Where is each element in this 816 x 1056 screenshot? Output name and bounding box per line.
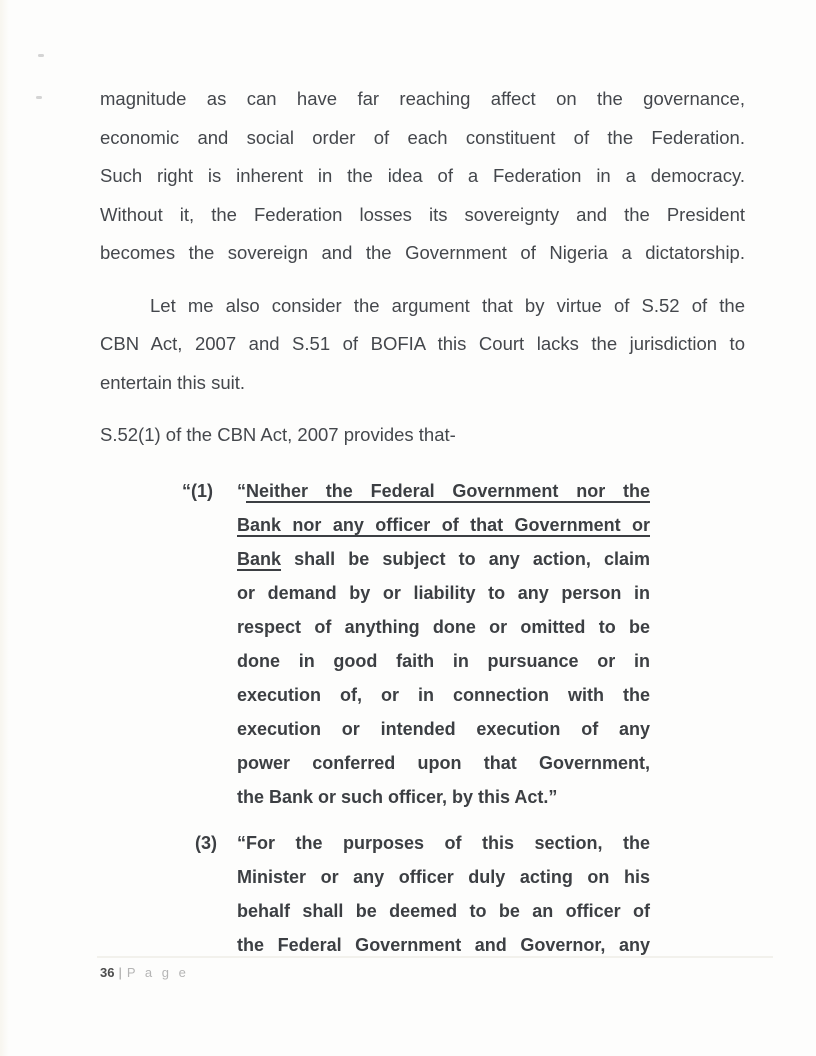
quote-line: execution of, or in connection with the [237,684,650,705]
page-footer [100,964,189,981]
quote-line [237,508,650,542]
quote-line [237,474,650,508]
quote-label-3: (3) [195,832,217,853]
quote-line: Minister or any officer duly acting on his [237,866,650,887]
underlined-text: Bank [237,548,282,569]
quote-line: respect of anything done or omitted to be [237,616,650,637]
footer-separator: | [118,965,122,980]
text-line: magnitude as can have far reaching affect on the governance, [100,88,745,109]
underlined-text: Neither the Federal Government nor the [246,480,650,501]
underlined-text: Bank nor any officer of that Government or [237,514,650,535]
quote-line: power conferred upon that Government, [237,752,650,773]
text-line: CBN Act, 2007 and S.51 of BOFIA this Court lacks the jurisdiction to [100,333,745,354]
page-number: 36 [100,965,115,980]
scan-speck [36,96,42,99]
quote-block-subsection-1 [182,474,745,814]
text-line: S.52(1) of the CBN Act, 2007 provides that- [100,424,456,445]
quote-text-1 [237,474,650,814]
quote-label-1: “(1) [182,480,213,501]
scan-edge-shadow [0,0,9,1056]
quote-line: “For the purposes of this section, the [237,832,650,853]
scan-speck [38,54,44,57]
quote-line: the Federal Government and Governor, any [237,934,650,955]
quote-block-subsection-3 [182,826,745,962]
text-line: economic and social order of each constituent of the Federation. [100,126,745,148]
quote-line: behalf shall be deemed to be an officer of [237,900,650,921]
quote-line: the Bank or such officer, by this Act.” [237,786,558,807]
text-line: Such right is inherent in the idea of a Federation in a democracy. [100,165,745,186]
open-quote: “ [237,480,246,501]
text-line: Without it, the Federation losses its sovereignty and the President [100,203,745,225]
quote-line: execution or intended execution of any [237,718,650,739]
quote-line-text: shall be subject to any action, claim [281,548,650,569]
quote-text-3 [237,826,650,962]
footer-rule [97,956,773,958]
footer-page-label: P a g e [126,965,189,980]
paragraph-1 [100,80,745,273]
text-line: Let me also consider the argument that by virtue of S.52 of the [150,294,745,316]
quote-line: or demand by or liability to any person in [237,582,650,603]
text-line: entertain this suit. [100,371,245,393]
document-body [100,80,745,962]
text-line: becomes the sovereign and the Government of Nigeria a dictatorship. [100,242,745,263]
paragraph-2 [100,287,745,403]
quote-line [237,542,650,576]
quote-line: done in good faith in pursuance or in [237,650,650,671]
statute-intro-line [100,416,745,455]
